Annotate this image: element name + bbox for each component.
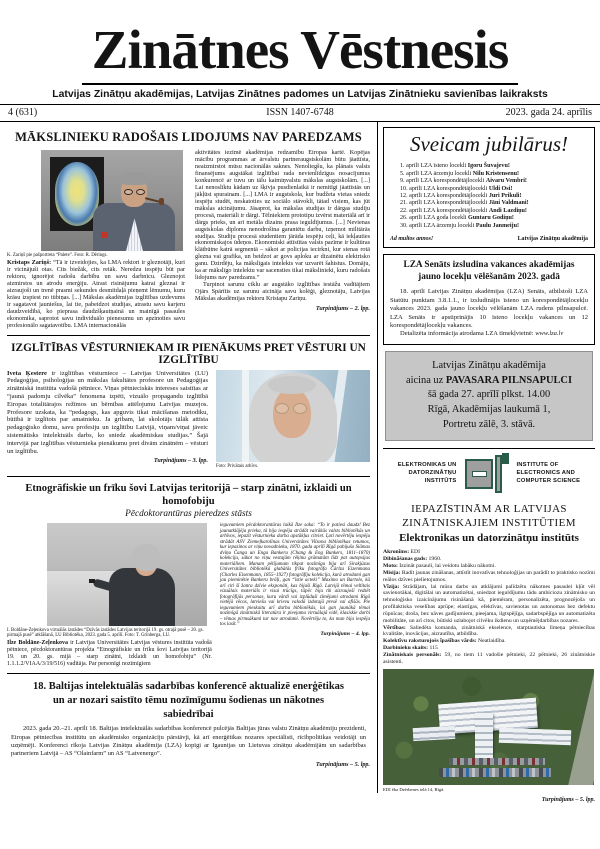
institute-fact: Akronīms: EDI: [383, 549, 421, 556]
senate-title: LZA Senāts izsludina vakances akadēmijas jauno locekļu vēlēšanām 2023. gadā: [403, 260, 575, 282]
speaker-jacket: [109, 568, 175, 626]
institute-fact: Darbinieku skaits: 115: [383, 645, 438, 652]
issue-date: 2023. gada 24. aprīlis: [505, 107, 593, 119]
article-ethnographic-shows: [7, 482, 370, 669]
jubilee-signature: Latvijas Zinātņu akadēmija: [517, 236, 588, 243]
jubilee-item: 21. aprīlī LZA korespondētājlocekli Jāni Valdmani!: [400, 200, 529, 207]
road: [560, 669, 594, 785]
speaker-hair: [131, 544, 160, 571]
photo-ilze-boldane: [47, 523, 207, 626]
article2-text: Iveta Ķestere ir izglītības vēsturniece – Latvijas Universitātes (LU) Pedagoģijas, psiholoģijas un mākslas fakultātes profesore un Pedagoģijas zinātniskā institūta vadošā pētniece. Viņas pētnieciskās intereses saistītas ar “jaunā padomju cilvēka” fenomena izpēti, vizuālo propagandu izglītībā Eiropas totalitārajos režīmos un bērnības attēlojumu Latvijas muzejos. Profesore uzskata, ka “pedagogs, kas apguvis tikai mācīšanas metodiku, būtībā ir izglītots par amatnieku. Ja gribam, lai skolotājs tālāk attīsta pedagoģisko domu, savu profesiju un izglītību Latvijā, viņam/viņai jāveic sistemātisks intelektuāls darbs, ko sniedz akadēmiskas studijas.” Šajā intervijā par izglītības vēsturnieka pienākumu pret divām zinātnēm – vēsturi un izglītību.: [7, 369, 208, 455]
institute-title: Elektronikas un datorzinātņu institūts: [399, 532, 579, 545]
institute-continuation: Turpinājums – 5. lpp.: [541, 796, 595, 803]
article-artists-flight: [7, 130, 370, 329]
section-divider: [383, 448, 595, 449]
masthead: [0, 0, 600, 104]
edi-logo-e-slot: [472, 471, 487, 477]
institute-fact: Vērtības: Saliedēta komanda, zinātniskā ekselence, starptautiska līmeņa pētniecības kvalitāte, inovācijas, aizrautība, atbildība.: [383, 624, 595, 638]
assembly-line2: aicina uz PAVASARA PILNSAPULCI: [406, 374, 572, 386]
article2-continuation: Turpinājums – 3. lpp.: [153, 458, 208, 465]
jubilee-item: 10. aprīlī LZA korespondētājlocekli Uldi Osi!: [400, 185, 513, 192]
article-baltic-conference: [7, 680, 370, 767]
building-tower: [475, 713, 493, 759]
institute-fact: Zinātniskais personāls: 59, no tiem 11 vadošie pētnieki, 22 pētnieki, 26 zinātniskie asistenti.: [383, 651, 595, 665]
jubilee-motto: Ad multos annos!: [390, 236, 434, 243]
edi-logo-i-bar: [495, 455, 502, 493]
assembly-line1: Latvijas Zinātņu akadēmija: [432, 359, 546, 371]
senate-body2: Detalizēta informācija atrodama LZA tīmekļvietnē: www.lza.lv: [400, 330, 564, 338]
article4-headline: 18. Baltijas intelektuālās sadarbības konferencē aktualizē enerģētikas un ar nozari saistīto tēmu nozīmīgumu šodienas un nākotnes sabiedrībai: [32, 681, 344, 720]
senate-box: [383, 254, 595, 345]
article3-headline: Etnogrāfiskie un frīku šovi Latvijas teritorijā – starp zinātni, izklaidi un homofobiju: [25, 482, 352, 507]
building-wing: [499, 727, 571, 745]
presenter-clicker: [89, 579, 95, 583]
building-wing: [413, 726, 456, 741]
glasses-lens: [275, 403, 289, 414]
jubilee-item: 22. aprīlī LZA korespondētājlocekli Andi Lazdiņu!: [400, 207, 527, 214]
assembly-line3: šā gada 27. aprīlī plkst. 14.00: [427, 389, 551, 401]
section-divider: [7, 673, 370, 674]
glasses-lens: [293, 403, 307, 414]
photo-iveta-kestere: [216, 370, 370, 462]
article3-continuation: Turpinājums – 4. lpp.: [320, 630, 370, 637]
pipe-stem: [145, 197, 160, 203]
article3-col2-text: ieguvumiem pēcdoktorantūras laikā Ilze saka: “To ir patiesi daudz! Bez jaunatklājēja prieka, tā bija iespēja strādāt vairākās valsts bibliotēkās un arhīvos, iepazīt vēsturnieka darba apstākļus citviet. Ļoti novērtēju iespēju strādāt ASV Ziemeļkarolīnas Universitātes Vilsona bibliotēkas retumos, kur iepazinos ar viņu novadnieku, 1870. gada aprīlī Rīgā pabijušo Siāmas dvīņu Čanga un Enga Bankeru (Chang & Eng Bunkers, 1811–1870) kolekciju, sākot no viņu vestajām rēķinu grāmatām līdz pat autopsijas materiāliem. Manam pētījumam tikpat nozīmīga bija arī Sirakjūzas Universitātes bibliotēkā glabātās frīku fotogrāfa Čārlza Eizenmana (Charles Eisenmann, 1855–1927) fotogrāfiju kolekcija, kurā atrodami gan jau pieminētie Bankeru brāļi, gan “īstie acteki” Maximo un Bartolo, kā arī citi šī žanra dzīvie eksponāti, kas bijuši Rīgā. Latvijā tēmai veltītais vizuālais materiāls ir visai trūcīgs, tāpēc bija tik aizraujoši redzēt fotogrāfijās personas, kuru vārdi vai izplūduši zīmējumi atrodami Rīgā vietējā vēcos, latviešu vai krievu valodā izdotajā presē vai afišās. Pie ieguvumiem pieskaitu arī darbu bibliotēkās, lai gan jaunākā tēmai nozīmīgā zinātniskā literatūra ir pieejama virtuālajā vidē, klasiskie darbi – tēmas pirmsākumi tur nav atrodami. Novērtēju to, ka man bija iespēja tos lasīt.”: [219, 523, 370, 628]
article3-col2: [220, 523, 370, 668]
jubilee-item: 30. aprīlī LZA ārzemju locekli Paulu Janmeiju!: [400, 222, 519, 229]
edi-logo-icon: [463, 453, 509, 495]
edi-logo-i-accent: [502, 453, 509, 464]
newspaper-title: Zinātnes Vēstnesis: [82, 24, 518, 85]
woman-bangs: [268, 376, 316, 394]
section-divider: [7, 476, 370, 477]
red-pocket-square: [101, 232, 108, 238]
pipe-bowl: [159, 198, 164, 205]
article1-lead: Kristaps Zariņš:: [7, 259, 52, 267]
article1-col2-text: aktivitātes iezīmē akadēmijas redzamību Eiropas kartē. Kopējas mācību programmas ar ārvalstu partneraugstskolām būtu jāattīsta, neaizmirstot mūsu nacionālās saknes. Nenoliegšu, ka plānais valsts finansējums augstākai izglītībai rada nevienlīdzīgus nosacījumus konkurencē ar tuvu un tālu kaimiņvalstu mākslas augstskolām. [...] Lai nenoslīktu kādam uz šķīvja pusdienlaikā ir nemitīgi jāattīstās un jākļūst spurainam. [...] LMA ir augstskola, kur budžeta vietas sniedz iespēju studēt, neskatoties uz sociālo stāvokli, tātad visiem, kas jūt mākslas aicinājumu. Jāsaprot, ka mākslas studijas ir dārgas studiju procesā, materiāli ir dārgi. Tēlniekiem prototipu izvērst materiālā arī ir dārgs prieks, un arī metāla dizains prasa ieguldījumus. [...] Nevienas augstskolas diploms nenodrošina garantētu darbu, izņemot militārās studijas. Studiju procesā studentiem jārāda iespēju ceļi, kā iekļauties ekonomiskajos ūdeņos. Ekonomiski attīstītas valsts pazīme ir kultūras klātbūtne katrā segmentā – sākot ar policijas iecirkni, kur sienas rotā glezna vai grafika, un beidzot ar govs aploku ar dizainētu elektrisko ganu. Dzirdēju, ka mākslīgais intelekts var uzvarēt šahistus. Domāju, ka ar mākslīgo intelektu var sacensties tikai mākslinieki, kuru radošais lidojums nav paredzams.”: [195, 149, 370, 282]
issue-bar: [0, 104, 600, 122]
photo-kristaps-zarins: [41, 150, 183, 251]
article-education-historian: [7, 342, 370, 471]
article4-text: 2023. gada 20.–21. aprīlī 18. Baltijas intelektuālās sadarbības konferencē pulcējās Baltijas jūras valstu Zinātņu akadēmiju prezidenti, Eiropas pētniecības institūtu un akadēmisko organizāciju pārstāvji, kā arī enerģētikas nozares speciālisti, rīcībpolitikas veidotāji un uzņēmēji. Konferenci rīkoja Latvijas Zinātņu akadēmija (LZA) kopīgi ar Igaunijas un Lietuvas zinātņu akadēmijām un sadarbības partneriem Latvijā – AS “Olainfarm” un AS “Latvenergo”.: [11, 725, 366, 758]
right-column: [377, 122, 600, 803]
left-column: [0, 122, 377, 793]
issue-issn: ISSN 1407-6748: [266, 107, 334, 119]
section-divider: [7, 335, 370, 336]
issue-number: 4 (631): [8, 107, 38, 119]
article2-photo-caption: Foto: Privātais arhīvs.: [216, 463, 259, 469]
article3-lead: Ilze Boldāne-Zeļenkova: [7, 640, 69, 647]
article3-col1-text: Ilze Boldāne-Zeļenkova ir Latvijas Universitātes Latvijas vēstures institūta vadošā pētniece, pēcdoktorantūras projekta “Etnogrāfiskie un frīku šovi Latvijas teritorijā 19. un 20. gs. mijā – starp zinātni, izklaidi un homofobiju” (Nr. 1.1.1.2/VIAA/3/19/516) vadītāja. Par personīgi nozīmīgiem: [7, 640, 212, 668]
institute-profile: [383, 502, 595, 803]
assembly-announcement: [385, 351, 593, 441]
photo-edi-building-aerial: [383, 669, 594, 785]
institute-kicker: IEPAZĪSTINĀM AR LATVIJAS ZINĀTNISKAJIEM INSTITŪTIEM: [402, 502, 576, 530]
masthead-subtitle: Latvijas Zinātņu akadēmijas, Latvijas Zinātnes padomes un Latvijas Zinātnieku savienības laikraksts: [52, 89, 548, 101]
article3-subtitle: Pēcdoktorantūras pieredzes stāsts: [125, 509, 252, 520]
institute-fact: Dibināšanas gads: 1960.: [383, 556, 442, 563]
jubilee-item: 26. aprīlī LZA goda locekli Guntaru Godiņu!: [400, 215, 514, 222]
jubilee-item: 9. aprīlī LZA korespondētājlocekli Aivaru Vembri!: [400, 178, 527, 185]
jubilee-title: Sveicam jubilārus!: [409, 132, 569, 157]
parking-lot: [439, 768, 551, 777]
parking-lot: [449, 758, 545, 765]
assembly-line5: Portretu zālē, 3. stāvā.: [442, 418, 536, 430]
jubilee-box: [383, 127, 595, 248]
institute-photo-caption: EDI ēka Dzērbenes ielā 14, Rīgā.: [383, 786, 445, 792]
jubilee-item: 1. aprīlī LZA īsteno locekli Igoru Šuvajevu!: [400, 163, 510, 170]
institute-fact: Moto: Izzināt pasauli, lai veidotu labāku nākotni.: [383, 563, 496, 569]
edi-name-english: INSTITUTE OF ELECTRONICS AND COMPUTER SCIENCE: [516, 462, 581, 484]
article2-lead: Iveta Ķestere: [7, 369, 47, 377]
assembly-line4: Rīgā, Akadēmijas laukumā 1,: [427, 404, 551, 416]
article1-photo-caption: K. Zariņš pie pašportreta “Palete”. Foto: R. Dērings.: [7, 253, 108, 259]
article1-col1-text: Kristaps Zariņš: “Tā ir izveidojies, ka LMA rektori ir gleznotāji, kuri ir vicinājuši otas. Cits biežāk, cits retāk. Neredzu iespēju būt par rektoru, ignorējot radošu darbību un savu darbnīcu. Gleznojot aizmirstos un atrodu enerģiju. Atrast risinājumu katrai gleznai ir aizraujoši un trenē prasmi sekundes desmitdaļā pieņemt lēmumu, kuru krāsu izspiest no tūbiņas. [...] Mākslas akadēmijas izglītības uzdevums ir sagatavot jauniešus, lai tie, pabeidzot studijas, atrastu savu karjeru daudzveidībā, ko pieprasa daudzšķautņainā un mainīgā pasaules ekonomika, saprotot savu individuālo pienesumu un apzinoties savu profesionālo sagatavotību. LMA internacionālās: [7, 259, 185, 329]
edi-name-latvian: ELEKTRONIKAS UN DATORZINĀTŅU INSTITŪTS: [397, 462, 457, 484]
institute-fact: Vīzija: Strādājam, lai mūsu darbs un atklājumi palīdzētu nākotnes pasaulei kļūt vēl savienotākai, digitālai un automatizētai, sniedzot ieguldījumu tādu ambiciozu zinātnisko un tehnoloģisko izaicinājumu risināšanā kā, piemēram, personalizēta, prognozējoša un profilaktiska veselības aprūpe; elastīgas, efektīvas, savienotas un autonomas bez defektu rūpnīcas; droša, bez nāves gadījumiem, pieejama, ilgtspējīga, sadarbspējīga un automatizēta mobilitāte, un arī citos, būtiski uzlabojot cilvēku ikdienu un uzņēmējdarbības nozares.: [383, 583, 595, 624]
article1-col2-text2: Turpinot sarunu ciklu ar augstāko izglītības iestāžu vadītājiem Ojārs Spārītis uz sarunu aicināja savu kolēģi, gleznotāju, Latvijas Mākslas akadēmijas rektoru Kristapu Zariņu.: [195, 281, 370, 302]
lza-website-link[interactable]: www.lza.lv: [535, 330, 564, 338]
man-hair: [119, 172, 149, 185]
article3-photo-caption: I. Boldāne-Zeļenkova virtuālās izstādes “Dzīvās izstādes Latvijas teritorijā 19. gs. otrajā pusē – 20. gs. pirmajā pusē” atklāšanā, LU Bibliotēka, 2023. gada 5. aprīlī. Foto: T. Grīnberga, LU.: [7, 628, 204, 639]
jubilee-item: 5. aprīlī LZA ārzemju locekli Nilu Kristensenu!: [400, 170, 519, 177]
article1-continuation: Turpinājums – 2. lpp.: [315, 305, 370, 312]
article4-continuation: Turpinājums – 5. lpp.: [315, 761, 370, 768]
article1-headline: MĀKSLINIEKU RADOŠAIS LIDOJUMS NAV PAREDZAMS: [15, 130, 362, 145]
jubilee-item: 12. aprīlī LZA korespondētājlocekli Juri Prikuli!: [400, 192, 522, 199]
main-content: [0, 122, 600, 803]
institute-fact: Misija: Radīt jaunas zināšanas, attīstīt inovatīvas tehnoloģijas un parādīt to praktisko nozīmi reālos dzīves pielietojumos.: [383, 569, 595, 583]
edi-logo-row: [383, 453, 595, 495]
window-frame: [242, 370, 249, 462]
institute-fact: Kolektīvu raksturojošs īpašības vārds: Neatlaidība.: [383, 638, 506, 645]
article2-headline: IZGLĪTĪBAS VĒSTURNIEKAM IR PIENĀKUMS PRET VĒSTURI UN IZGLĪTĪBU: [11, 341, 366, 366]
senate-body: 18. aprīlī Latvijas Zinātņu akadēmijas (LZA) Senāts, atbilstoši LZA Statūtu punktam 3.8.1.1., ir izsludinājis īsteno un korespondētājlocekļu vakances 2023. gada jauno locekļu vēlēšanām LZA rudens pilnsapulcē. LZA Senāts ir apstiprinājis 10 īsteno locekļu vakances un 12 korespondētājlocekļu vakances.: [390, 288, 588, 330]
